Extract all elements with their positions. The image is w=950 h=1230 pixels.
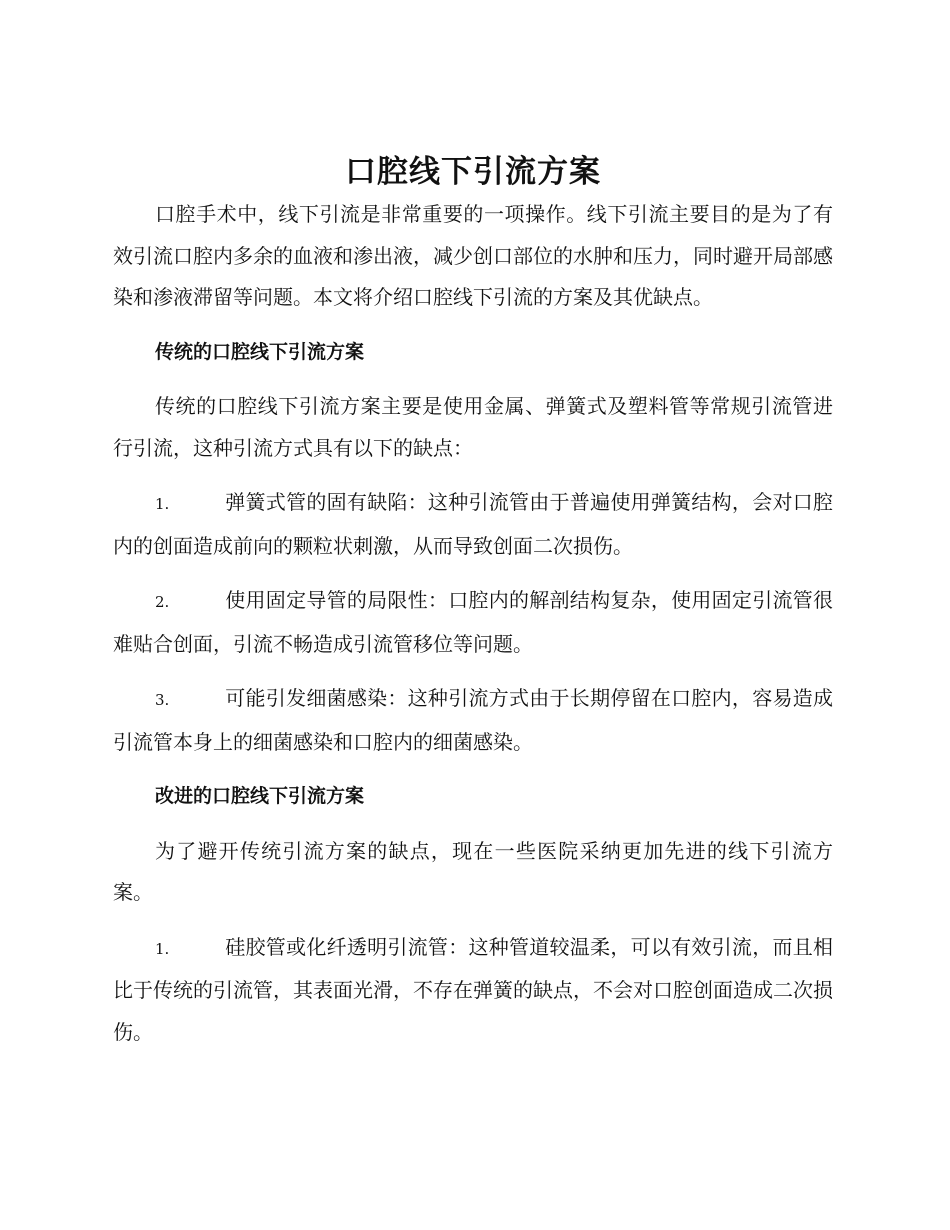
list-item-number: 2. [155,593,170,611]
list-item [113,482,833,567]
list-item-number: 1. [155,939,170,958]
section-heading-traditional: 传统的口腔线下引流方案 [155,340,365,363]
list-item [113,580,833,665]
improved-paragraph: 为了避开传统引流方案的缺点，现在一些医院采纳更加先进的线下引流方案。 [113,838,833,904]
spacer [113,567,833,580]
intro-paragraph: 口腔手术中，线下引流是非常重要的一项操作。线下引流主要目的是为了有效引流口腔内多余的血液和渗出液，减少创口部位的水肿和压力，同时避开局部感染和渗液滞留等问题。本文将介绍口腔线下引流的方案及其优缺点。 [113,202,833,309]
spacer [113,665,833,678]
list-item-number: 3. [155,691,170,709]
section-heading-improved: 改进的口腔线下引流方案 [155,785,365,807]
document-title: 口腔线下引流方案 [345,154,601,190]
spacer [113,373,833,386]
spacer [113,319,833,332]
list-item [113,678,833,763]
list-item-text: 使用固定导管的局限性：口腔内的解剖结构复杂，使用固定引流管很难贴合创面，引流不畅造成引流管移位等问题。 [113,588,833,656]
spacer [113,469,833,482]
spacer [113,914,833,927]
document-page [113,150,833,1053]
list-item-number: 1. [155,495,170,513]
traditional-paragraph: 传统的口腔线下引流方案主要是使用金属、弹簧式及塑料管等常规引流管进行引流，这种引流方式具有以下的缺点： [113,394,833,460]
list-item-text: 弹簧式管的固有缺陷：这种引流管由于普遍使用弹簧结构，会对口腔内的创面造成前向的颗粒状刺激，从而导致创面二次损伤。 [113,490,833,558]
spacer [113,763,833,776]
spacer [113,818,833,831]
list-item-text: 硅胶管或化纤透明引流管：这种管道较温柔，可以有效引流，而且相比于传统的引流管，其表面光滑，不存在弹簧的缺点，不会对口腔创面造成二次损伤。 [113,934,833,1044]
list-item-text: 可能引发细菌感染：这种引流方式由于长期停留在口腔内，容易造成引流管本身上的细菌感染和口腔内的细菌感染。 [113,686,833,754]
list-item [113,927,833,1054]
